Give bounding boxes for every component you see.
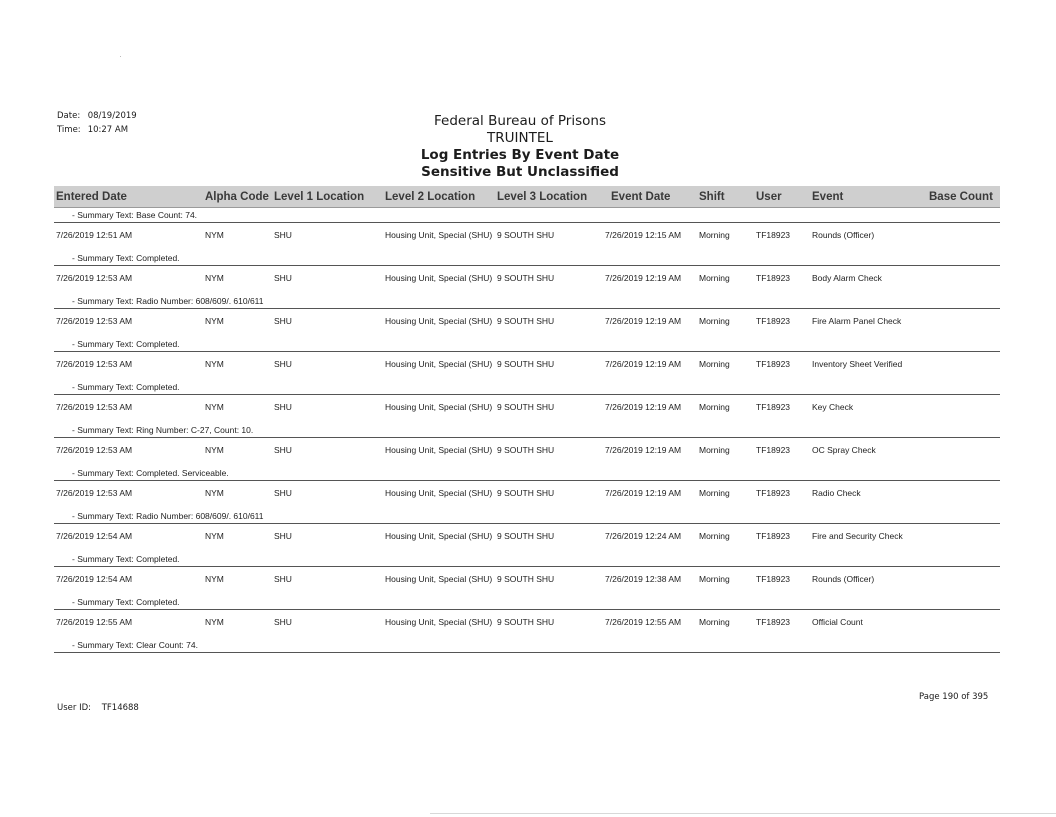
- user-cell: TF18923: [756, 402, 791, 412]
- shift-cell: Morning: [699, 531, 730, 541]
- alpha-code-cell: NYM: [205, 531, 224, 541]
- alpha-code-cell: NYM: [205, 359, 224, 369]
- level3-cell: 9 SOUTH SHU: [497, 230, 555, 240]
- summary-text: - Summary Text: Completed.: [72, 554, 180, 564]
- level3-cell: 9 SOUTH SHU: [497, 445, 555, 455]
- entered-date-cell: 7/26/2019 12:54 AM: [56, 574, 133, 584]
- summary-text: - Summary Text: Completed.: [72, 339, 180, 349]
- table-row: [54, 223, 1000, 251]
- col-entered-date: Entered Date: [56, 191, 127, 203]
- table-row: [54, 395, 1000, 423]
- shift-cell: Morning: [699, 402, 730, 412]
- event-cell: Fire Alarm Panel Check: [812, 316, 902, 326]
- event-date-cell: 7/26/2019 12:38 AM: [605, 574, 682, 584]
- level2-cell: Housing Unit, Special (SHU): [385, 445, 493, 455]
- agency-title: Federal Bureau of Prisons: [434, 113, 606, 129]
- table-row: [54, 266, 1000, 294]
- user-cell: TF18923: [756, 316, 791, 326]
- user-cell: TF18923: [756, 488, 791, 498]
- level1-cell: SHU: [274, 574, 292, 584]
- event-date-cell: 7/26/2019 12:19 AM: [605, 359, 682, 369]
- level2-cell: Housing Unit, Special (SHU): [385, 316, 493, 326]
- shift-cell: Morning: [699, 359, 730, 369]
- table-row: [54, 309, 1000, 337]
- level1-cell: SHU: [274, 488, 292, 498]
- entered-date-cell: 7/26/2019 12:54 AM: [56, 531, 133, 541]
- col-level1: Level 1 Location: [274, 191, 365, 203]
- user-id-value: TF14688: [101, 703, 139, 713]
- event-cell: Official Count: [812, 617, 863, 627]
- shift-cell: Morning: [699, 230, 730, 240]
- user-cell: TF18923: [756, 574, 791, 584]
- alpha-code-cell: NYM: [205, 402, 224, 412]
- event-cell: Fire and Security Check: [812, 531, 903, 541]
- event-date-cell: 7/26/2019 12:55 AM: [605, 617, 682, 627]
- level3-cell: 9 SOUTH SHU: [497, 359, 555, 369]
- level1-cell: SHU: [274, 230, 292, 240]
- alpha-code-cell: NYM: [205, 617, 224, 627]
- scan-speck: [120, 56, 121, 57]
- user-id-label: User ID:: [57, 703, 91, 713]
- date-value: 08/19/2019: [87, 111, 137, 121]
- event-cell: Inventory Sheet Verified: [812, 359, 903, 369]
- summary-row: [54, 251, 1000, 266]
- entered-date-cell: 7/26/2019 12:53 AM: [56, 402, 133, 412]
- level3-cell: 9 SOUTH SHU: [497, 531, 555, 541]
- level3-cell: 9 SOUTH SHU: [497, 574, 555, 584]
- shift-cell: Morning: [699, 273, 730, 283]
- col-event: Event: [812, 191, 844, 203]
- page-number: Page 190 of 395: [919, 692, 989, 702]
- level1-cell: SHU: [274, 402, 292, 412]
- summary-row: [54, 552, 1000, 567]
- summary-text: - Summary Text: Clear Count: 74.: [72, 640, 198, 650]
- summary-row: [54, 208, 1000, 223]
- level1-cell: SHU: [274, 617, 292, 627]
- level2-cell: Housing Unit, Special (SHU): [385, 488, 493, 498]
- summary-row: [54, 509, 1000, 524]
- level1-cell: SHU: [274, 445, 292, 455]
- user-cell: TF18923: [756, 230, 791, 240]
- user-cell: TF18923: [756, 531, 791, 541]
- level2-cell: Housing Unit, Special (SHU): [385, 273, 493, 283]
- entered-date-cell: 7/26/2019 12:51 AM: [56, 230, 133, 240]
- report-time: [57, 125, 128, 135]
- entered-date-cell: 7/26/2019 12:53 AM: [56, 273, 133, 283]
- event-cell: Body Alarm Check: [812, 273, 882, 283]
- table-row: [54, 567, 1000, 595]
- shift-cell: Morning: [699, 445, 730, 455]
- entered-date-cell: 7/26/2019 12:53 AM: [56, 359, 133, 369]
- event-cell: Radio Check: [812, 488, 861, 498]
- classification-title: Sensitive But Unclassified: [421, 164, 619, 180]
- summary-row: [54, 337, 1000, 352]
- shift-cell: Morning: [699, 488, 730, 498]
- summary-text: - Summary Text: Radio Number: 608/609/. 610/611: [72, 511, 264, 521]
- summary-text: - Summary Text: Completed.: [72, 253, 180, 263]
- event-date-cell: 7/26/2019 12:19 AM: [605, 402, 682, 412]
- summary-row: [54, 294, 1000, 309]
- alpha-code-cell: NYM: [205, 273, 224, 283]
- level3-cell: 9 SOUTH SHU: [497, 617, 555, 627]
- table-row: [54, 481, 1000, 509]
- alpha-code-cell: NYM: [205, 230, 224, 240]
- event-date-cell: 7/26/2019 12:24 AM: [605, 531, 682, 541]
- shift-cell: Morning: [699, 574, 730, 584]
- level2-cell: Housing Unit, Special (SHU): [385, 230, 493, 240]
- user-cell: TF18923: [756, 359, 791, 369]
- event-date-cell: 7/26/2019 12:19 AM: [605, 445, 682, 455]
- event-cell: OC Spray Check: [812, 445, 876, 455]
- summary-text: - Summary Text: Completed.: [72, 382, 180, 392]
- event-date-cell: 7/26/2019 12:19 AM: [605, 316, 682, 326]
- time-value: 10:27 AM: [87, 125, 129, 135]
- level1-cell: SHU: [274, 273, 292, 283]
- shift-cell: Morning: [699, 316, 730, 326]
- table-header: [54, 186, 1000, 208]
- event-date-cell: 7/26/2019 12:15 AM: [605, 230, 682, 240]
- col-user: User: [756, 191, 782, 203]
- level2-cell: Housing Unit, Special (SHU): [385, 402, 493, 412]
- level1-cell: SHU: [274, 316, 292, 326]
- event-date-cell: 7/26/2019 12:19 AM: [605, 273, 682, 283]
- level3-cell: 9 SOUTH SHU: [497, 273, 555, 283]
- entered-date-cell: 7/26/2019 12:55 AM: [56, 617, 133, 627]
- alpha-code-cell: NYM: [205, 445, 224, 455]
- level2-cell: Housing Unit, Special (SHU): [385, 531, 493, 541]
- summary-text: - Summary Text: Completed.: [72, 597, 180, 607]
- report-title: Log Entries By Event Date: [420, 147, 620, 163]
- summary-text: - Summary Text: Completed. Serviceable.: [72, 468, 229, 478]
- level3-cell: 9 SOUTH SHU: [497, 402, 555, 412]
- user-cell: TF18923: [756, 273, 791, 283]
- col-base-count: Base Count: [929, 191, 993, 203]
- summary-text: - Summary Text: Base Count: 74.: [72, 210, 198, 220]
- col-shift: Shift: [699, 191, 725, 203]
- time-label: Time:: [57, 125, 81, 135]
- level2-cell: Housing Unit, Special (SHU): [385, 617, 493, 627]
- level2-cell: Housing Unit, Special (SHU): [385, 574, 493, 584]
- alpha-code-cell: NYM: [205, 574, 224, 584]
- summary-row: [54, 423, 1000, 438]
- user-cell: TF18923: [756, 617, 791, 627]
- footer-user-id: [57, 703, 139, 713]
- summary-row: [54, 595, 1000, 610]
- col-level2: Level 2 Location: [385, 191, 476, 203]
- report-title-block: [360, 113, 680, 181]
- level3-cell: 9 SOUTH SHU: [497, 488, 555, 498]
- summary-row: [54, 380, 1000, 395]
- col-level3: Level 3 Location: [497, 191, 588, 203]
- summary-row: [54, 466, 1000, 481]
- level1-cell: SHU: [274, 359, 292, 369]
- summary-text: - Summary Text: Radio Number: 608/609/. 610/611: [72, 296, 264, 306]
- entered-date-cell: 7/26/2019 12:53 AM: [56, 488, 133, 498]
- col-event-date: Event Date: [611, 191, 671, 203]
- summary-row: [54, 638, 1000, 653]
- system-title: TRUINTEL: [487, 130, 553, 146]
- shift-cell: Morning: [699, 617, 730, 627]
- table-row: [54, 352, 1000, 380]
- report-date: [57, 111, 137, 121]
- level2-cell: Housing Unit, Special (SHU): [385, 359, 493, 369]
- table-row: [54, 610, 1000, 638]
- event-date-cell: 7/26/2019 12:19 AM: [605, 488, 682, 498]
- event-cell: Rounds (Officer): [812, 230, 875, 240]
- date-label: Date:: [57, 111, 81, 121]
- level3-cell: 9 SOUTH SHU: [497, 316, 555, 326]
- summary-text: - Summary Text: Ring Number: C-27, Count: 10.: [72, 425, 254, 435]
- level1-cell: SHU: [274, 531, 292, 541]
- entered-date-cell: 7/26/2019 12:53 AM: [56, 316, 133, 326]
- col-alpha-code: Alpha Code: [205, 191, 269, 203]
- alpha-code-cell: NYM: [205, 488, 224, 498]
- alpha-code-cell: NYM: [205, 316, 224, 326]
- event-cell: Rounds (Officer): [812, 574, 875, 584]
- event-cell: Key Check: [812, 402, 854, 412]
- log-entries: [54, 208, 1000, 653]
- scan-edge: [430, 813, 1056, 814]
- table-row: [54, 438, 1000, 466]
- table-row: [54, 524, 1000, 552]
- user-cell: TF18923: [756, 445, 791, 455]
- entered-date-cell: 7/26/2019 12:53 AM: [56, 445, 133, 455]
